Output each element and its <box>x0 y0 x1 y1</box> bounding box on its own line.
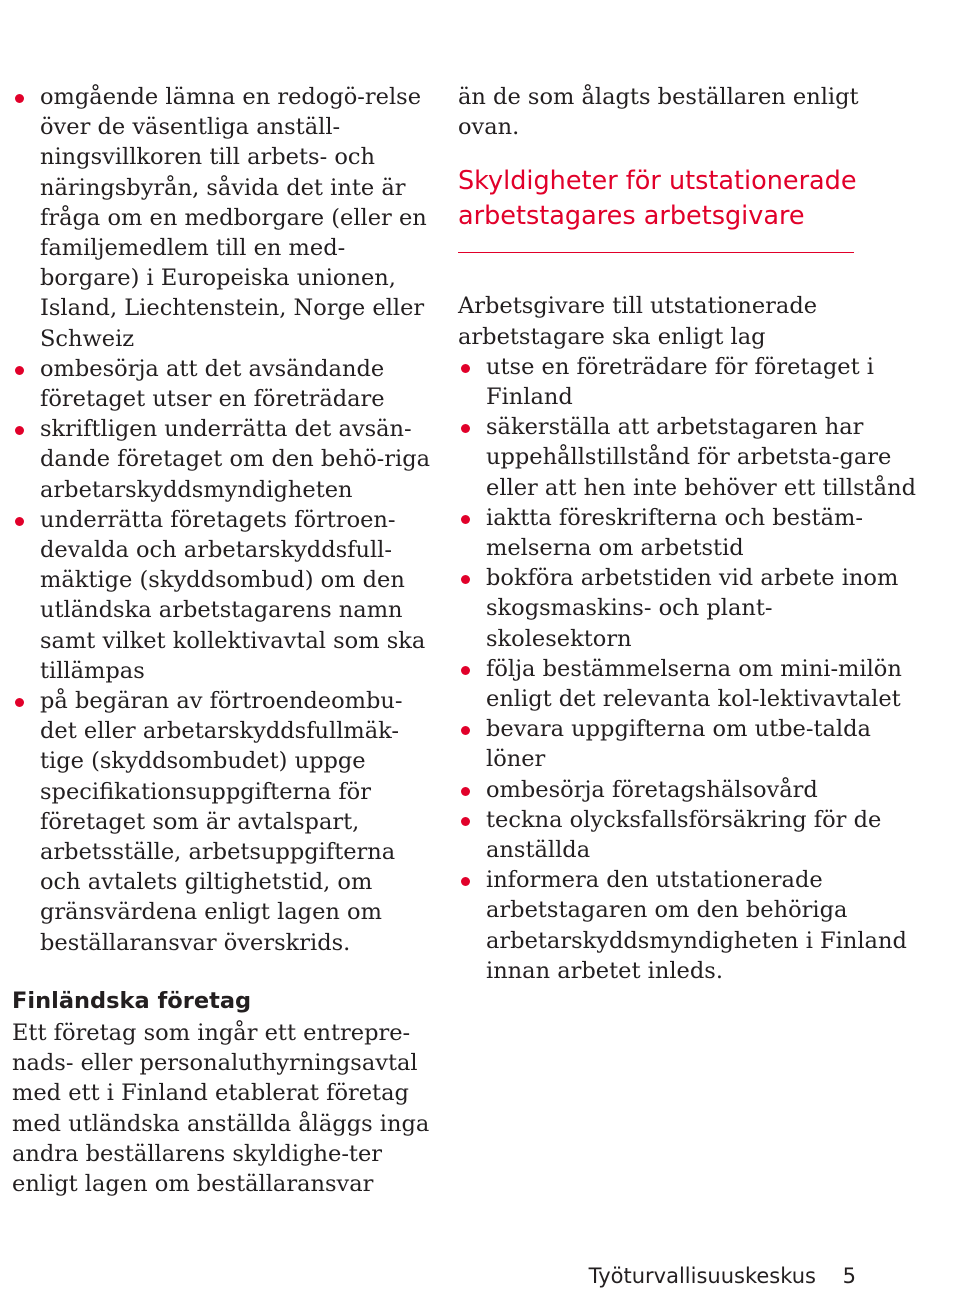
left-column <box>12 82 432 1199</box>
list-item: informera den utstationerade arbetstagaren om den behöriga arbetarskyddsmyndigheten i Finland innan arbetet inleds. <box>458 865 918 986</box>
list-item: säkerställa att arbetstagaren har uppehållstillstånd för arbetsta-gare eller att hen inte behöver ett tillstånd <box>458 412 918 503</box>
list-item: teckna olycksfallsförsäkring för de anställda <box>458 805 918 865</box>
list-item: underrätta företagets förtroen-devalda och arbetarskyddsfull-mäktige (skyddsombud) om den utländska arbetstagarens namn samt vilket kollektivavtal som ska tillämpas <box>12 505 432 686</box>
list-item: iaktta föreskrifterna och bestäm-melserna om arbetstid <box>458 503 918 563</box>
intro-paragraph: Arbetsgivare till utstationerade arbetstagare ska enligt lag <box>458 293 818 350</box>
list-item: bevara uppgifterna om utbe-talda löner <box>458 714 918 774</box>
footer-organization: Työturvallisuuskeskus <box>588 1264 816 1288</box>
list-item: skriftligen underrätta det avsän-dande företaget om den behö-riga arbetarskyddsmyndigheten <box>12 414 432 505</box>
list-item: ombesörja att det avsändande företaget utser en företrädare <box>12 354 432 414</box>
list-item: ombesörja företagshälsovård <box>458 775 918 805</box>
continuation-paragraph: än de som ålagts beställaren enligt ovan. <box>458 84 859 141</box>
heading-divider <box>458 252 854 253</box>
right-column <box>458 82 918 986</box>
list-item: bokföra arbetstiden vid arbete inom skogsmaskins- och plant-skolesektorn <box>458 563 918 654</box>
list-item: på begäran av förtroendeombu-det eller arbetarskyddsfullmäk-tige (skyddsombudet) uppge specifikationsuppgifterna för företaget som är avtalspart, arbetsställe, arbetsuppgifterna och avtalets giltighetstid, om gränsvärdena enligt lagen om beställaransvar överskrids. <box>12 686 432 958</box>
section-heading-finnish-companies: Finländska företag <box>12 987 252 1014</box>
employer-obligations-list <box>458 352 918 986</box>
list-item: utse en företrädare för företaget i Finland <box>458 352 918 412</box>
employer-obligations-heading: Skyldigheter för utstationerade arbetstagares arbetsgivare <box>458 166 857 232</box>
finnish-companies-paragraph: Ett företag som ingår ett entrepre-nads- eller personaluthyrningsavtal med ett i Finland etablerat företag med utländska anställda åläggs inga andra beställarens skyldighe-ter enligt lagen om beställaransvar <box>12 1019 430 1197</box>
list-item: omgående lämna en redogö-relse över de väsentliga anställ-ningsvillkoren till arbets- och näringsbyrån, såvida det inte är fråga om en medborgare (eller en familjemedlem till en med-borgare) i Europeiska unionen, Island, Liechtenstein, Norge eller Schweiz <box>12 82 432 354</box>
obligations-list <box>12 82 432 958</box>
list-item: följa bestämmelserna om mini-milön enligt det relevanta kol-lektivavtalet <box>458 654 918 714</box>
page-number: 5 <box>842 1264 856 1288</box>
